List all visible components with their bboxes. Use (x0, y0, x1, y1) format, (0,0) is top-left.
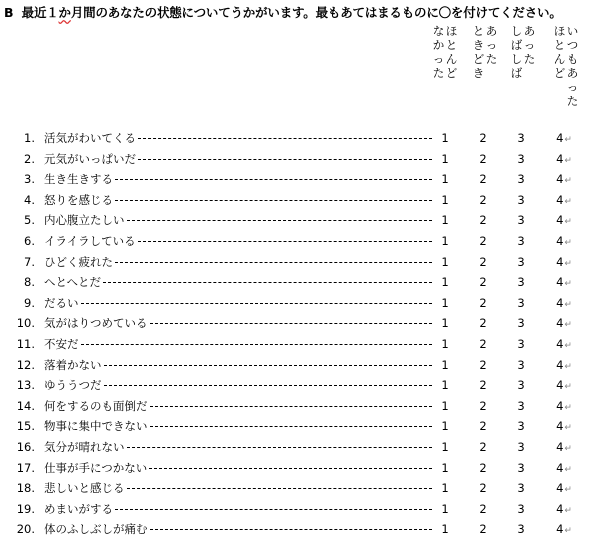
scale-option-1[interactable]: 1 (441, 522, 449, 537)
column-header-line: あ っ た (485, 24, 498, 66)
scale-option-3[interactable]: 3 (517, 316, 525, 331)
scale-option-3[interactable]: 3 (517, 172, 525, 187)
paragraph-mark-icon: ↵ (564, 258, 572, 269)
paragraph-mark-icon: ↵ (564, 444, 572, 454)
scale-option-1[interactable]: 1 (441, 316, 449, 331)
question-number: 15. (16, 419, 35, 434)
scale-option-2[interactable]: 2 (479, 378, 487, 393)
scale-option-4[interactable]: 4↵ (556, 151, 572, 166)
scale-option-3[interactable]: 3 (517, 254, 525, 269)
question-label: 怒りを感じる (44, 192, 113, 207)
scale-option-4[interactable]: 4↵ (556, 316, 572, 331)
question-label: 体のふしぶしが痛む (44, 522, 148, 537)
question-row (0, 313, 600, 333)
question-row (0, 416, 600, 436)
question-number: 14. (16, 398, 35, 413)
paragraph-mark-icon: ↵ (564, 382, 572, 393)
paragraph-mark-icon: ↵ (564, 196, 572, 207)
paragraph-mark-icon: ↵ (564, 320, 572, 331)
scale-option-3[interactable]: 3 (517, 234, 525, 248)
question-label: 悲しいと感じる (44, 481, 125, 496)
question-label: ゆううつだ (44, 378, 102, 393)
leader-line (150, 323, 432, 324)
question-row (0, 519, 600, 539)
question-number: 12. (16, 357, 35, 372)
question-label: ひどく疲れた (44, 254, 113, 269)
question-number: 20. (16, 522, 35, 537)
leader-line (115, 200, 432, 201)
scale-option-1[interactable]: 1 (441, 213, 449, 228)
scale-option-2[interactable]: 2 (479, 440, 487, 454)
question-row (0, 128, 600, 148)
column-header-line: し ば し ば (510, 24, 523, 80)
scale-option-1[interactable]: 1 (441, 295, 449, 310)
scale-option-3[interactable]: 3 (517, 419, 525, 434)
leader-line (115, 179, 432, 180)
leader-line (104, 385, 432, 386)
question-number: 6. (24, 234, 35, 248)
question-number: 19. (16, 501, 35, 516)
scale-option-2[interactable]: 2 (479, 172, 487, 187)
column-header-2 (470, 24, 500, 80)
question-row (0, 499, 600, 519)
scale-option-4[interactable]: 4↵ (556, 234, 572, 248)
scale-option-1[interactable]: 1 (441, 357, 449, 372)
paragraph-mark-icon: ↵ (564, 155, 572, 166)
scale-option-4[interactable]: 4↵ (556, 398, 572, 413)
scale-option-2[interactable]: 2 (479, 192, 487, 207)
question-label: だるい (44, 295, 79, 310)
leader-line (81, 344, 432, 345)
scale-option-3[interactable]: 3 (517, 522, 525, 537)
question-number: 16. (16, 440, 35, 454)
leader-line (138, 159, 432, 160)
scale-option-2[interactable]: 2 (479, 522, 487, 537)
scale-option-1[interactable]: 1 (441, 398, 449, 413)
paragraph-mark-icon: ↵ (564, 526, 572, 537)
leader-line (81, 303, 432, 304)
title-part-3: あてはまるものに〇を付けてください。 (340, 5, 562, 20)
question-row (0, 293, 600, 313)
column-header-line: ほ と ん ど (445, 24, 458, 80)
scale-option-3[interactable]: 3 (517, 357, 525, 372)
scale-option-4[interactable]: 4↵ (556, 337, 572, 351)
scale-option-1[interactable]: 1 (441, 192, 449, 207)
question-label: へとへとだ (44, 275, 102, 290)
scale-option-2[interactable]: 2 (479, 151, 487, 166)
question-number: 18. (16, 481, 35, 496)
scale-option-3[interactable]: 3 (517, 192, 525, 207)
scale-option-4[interactable]: 4↵ (556, 419, 572, 434)
question-row (0, 375, 600, 395)
leader-line (127, 488, 432, 489)
question-row (0, 190, 600, 210)
scale-option-4[interactable]: 4↵ (556, 295, 572, 310)
scale-option-2[interactable]: 2 (479, 419, 487, 434)
scale-option-3[interactable]: 3 (517, 440, 525, 454)
scale-option-1[interactable]: 1 (441, 275, 449, 290)
column-header-line: ほ と ん ど (553, 24, 566, 80)
column-header-line: い つ も あ っ た (566, 24, 579, 108)
title-part-2: 月間のあなたの状態についてうかがいます。最も (70, 5, 341, 20)
question-number: 13. (16, 378, 35, 393)
question-label: 落着かない (44, 357, 102, 372)
question-row (0, 272, 600, 292)
leader-line (104, 365, 432, 366)
scale-option-2[interactable]: 2 (479, 275, 487, 290)
scale-option-2[interactable]: 2 (479, 131, 487, 145)
scale-option-3[interactable]: 3 (517, 501, 525, 516)
scale-option-2[interactable]: 2 (479, 234, 487, 248)
question-number: 2. (24, 151, 35, 166)
question-label: 活気がわいてくる (44, 131, 136, 145)
scale-option-4[interactable]: 4↵ (556, 460, 572, 475)
question-label: 内心腹立たしい (44, 213, 125, 228)
scale-option-4[interactable]: 4↵ (556, 254, 572, 269)
question-row (0, 396, 600, 416)
scale-option-3[interactable]: 3 (517, 378, 525, 393)
leader-line (127, 220, 432, 221)
leader-line (150, 406, 432, 407)
section-letter: B (4, 5, 14, 20)
question-number: 3. (24, 172, 35, 187)
scale-option-3[interactable]: 3 (517, 295, 525, 310)
scale-option-2[interactable]: 2 (479, 357, 487, 372)
scale-option-4[interactable]: 4↵ (556, 131, 572, 145)
scale-option-4[interactable]: 4↵ (556, 522, 572, 537)
question-row (0, 334, 600, 354)
question-label: 仕事が手につかない (44, 460, 148, 475)
question-number: 8. (24, 275, 35, 290)
scale-option-2[interactable]: 2 (479, 337, 487, 351)
leader-line (149, 468, 432, 469)
scale-option-1[interactable]: 1 (441, 234, 449, 248)
scale-option-1[interactable]: 1 (441, 481, 449, 496)
scale-option-2[interactable]: 2 (479, 501, 487, 516)
leader-line (138, 241, 432, 242)
paragraph-mark-icon: ↵ (564, 464, 572, 475)
question-row (0, 252, 600, 272)
paragraph-mark-icon: ↵ (564, 402, 572, 413)
question-label: イライラしている (44, 234, 136, 248)
question-number: 9. (24, 295, 35, 310)
paragraph-mark-icon: ↵ (564, 238, 572, 248)
scale-option-2[interactable]: 2 (479, 398, 487, 413)
scale-option-2[interactable]: 2 (479, 460, 487, 475)
paragraph-mark-icon: ↵ (564, 217, 572, 228)
paragraph-mark-icon: ↵ (564, 135, 572, 145)
scale-option-1[interactable]: 1 (441, 419, 449, 434)
paragraph-mark-icon: ↵ (564, 279, 572, 290)
scale-option-1[interactable]: 1 (441, 151, 449, 166)
leader-line (103, 282, 432, 283)
scale-option-3[interactable]: 3 (517, 213, 525, 228)
question-number: 7. (24, 254, 35, 269)
scale-option-3[interactable]: 3 (517, 131, 525, 145)
question-row (0, 210, 600, 230)
scale-option-3[interactable]: 3 (517, 275, 525, 290)
question-label: 何をするのも面倒だ (44, 398, 148, 413)
column-header-line: な か っ た (432, 24, 445, 80)
question-number: 4. (24, 192, 35, 207)
scale-option-2[interactable]: 2 (479, 295, 487, 310)
scale-option-1[interactable]: 1 (441, 337, 449, 351)
question-number: 11. (16, 337, 35, 351)
title-part-1: 最近１ (21, 5, 59, 20)
question-label: 不安だ (44, 337, 79, 351)
scale-option-4[interactable]: 4↵ (556, 501, 572, 516)
paragraph-mark-icon: ↵ (564, 299, 572, 310)
column-header-line: と き ど き (472, 24, 485, 80)
scale-option-1[interactable]: 1 (441, 460, 449, 475)
question-label: 物事に集中できない (44, 419, 148, 434)
scale-option-1[interactable]: 1 (441, 254, 449, 269)
scale-option-4[interactable]: 4↵ (556, 192, 572, 207)
paragraph-mark-icon: ↵ (564, 423, 572, 434)
title-marked-char: か (58, 5, 71, 20)
paragraph-mark-icon: ↵ (564, 361, 572, 372)
question-label: 気分が晴れない (44, 440, 125, 454)
column-header-3 (508, 24, 538, 80)
scale-option-3[interactable]: 3 (517, 460, 525, 475)
scale-option-1[interactable]: 1 (441, 131, 449, 145)
question-label: 生き生きする (44, 172, 113, 187)
column-header-4 (545, 24, 587, 108)
question-row (0, 355, 600, 375)
scale-option-1[interactable]: 1 (441, 440, 449, 454)
paragraph-mark-icon: ↵ (564, 341, 572, 351)
leader-line (150, 426, 432, 427)
scale-option-4[interactable]: 4↵ (556, 275, 572, 290)
question-row (0, 478, 600, 498)
scale-option-3[interactable]: 3 (517, 398, 525, 413)
question-number: 17. (16, 460, 35, 475)
scale-option-3[interactable]: 3 (517, 151, 525, 166)
leader-line (115, 509, 432, 510)
question-number: 1. (24, 131, 35, 145)
leader-line (127, 447, 432, 448)
scale-option-4[interactable]: 4↵ (556, 357, 572, 372)
question-label: めまいがする (44, 501, 113, 516)
scale-option-1[interactable]: 1 (441, 378, 449, 393)
question-row (0, 437, 600, 457)
paragraph-mark-icon: ↵ (564, 176, 572, 187)
scale-option-4[interactable]: 4↵ (556, 440, 572, 454)
leader-line (138, 138, 432, 139)
question-label: 気がはりつめている (44, 316, 148, 331)
section-title (4, 5, 598, 21)
column-header-1 (424, 24, 466, 80)
paragraph-mark-icon: ↵ (564, 485, 572, 496)
paragraph-mark-icon: ↵ (564, 505, 572, 516)
scale-option-2[interactable]: 2 (479, 254, 487, 269)
question-number: 5. (24, 213, 35, 228)
scale-option-4[interactable]: 4↵ (556, 481, 572, 496)
question-number: 10. (16, 316, 35, 331)
leader-line (115, 262, 432, 263)
scale-option-4[interactable]: 4↵ (556, 213, 572, 228)
column-header-line: あ っ た (523, 24, 536, 66)
scale-option-4[interactable]: 4↵ (556, 172, 572, 187)
scale-option-1[interactable]: 1 (441, 172, 449, 187)
leader-line (150, 529, 432, 530)
scale-option-2[interactable]: 2 (479, 213, 487, 228)
question-row (0, 458, 600, 478)
question-row (0, 231, 600, 251)
question-row (0, 169, 600, 189)
question-label: 元気がいっぱいだ (44, 151, 136, 166)
scale-option-2[interactable]: 2 (479, 316, 487, 331)
scale-option-2[interactable]: 2 (479, 481, 487, 496)
question-row (0, 149, 600, 169)
scale-option-3[interactable]: 3 (517, 337, 525, 351)
scale-option-4[interactable]: 4↵ (556, 378, 572, 393)
scale-option-3[interactable]: 3 (517, 481, 525, 496)
scale-option-1[interactable]: 1 (441, 501, 449, 516)
